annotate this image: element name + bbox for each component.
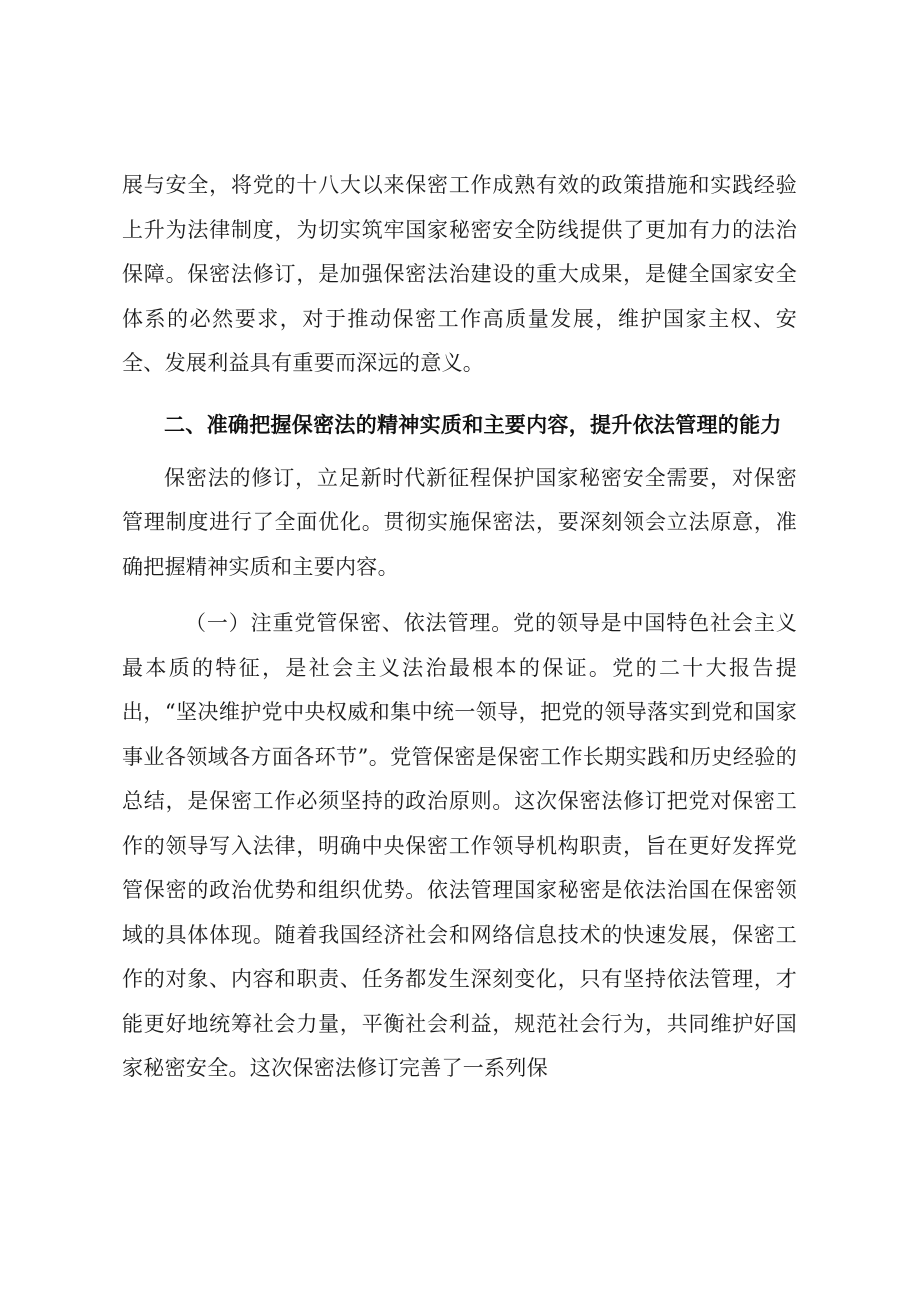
paragraph-subsection-1: （一）注重党管保密、依法管理。党的领导是中国特色社会主义最本质的特征，是社会主义法治最根本的保证。党的二十大报告提出，“坚决维护党中央权威和集中统一领导，把党的领导落实到党和国家事业各领域各方面各环节”。党管保密是保密工作长期实践和历史经验的总结，是保密工作必须坚持的政治原则。这次保密法修订把党对保密工作的领导写入法律，明确中央保密工作领导机构职责，旨在更好发挥党管保密的政治优势和组织优势。依法管理国家秘密是依法治国在保密领域的具体体现。随着我国经济社会和网络信息技术的快速发展，保密工作的对象、内容和职责、任务都发生深刻变化，只有坚持依法管理，才能更好地统筹社会力量，平衡社会利益，规范社会行为，共同维护好国家秘密安全。这次保密法修订完善了一系列保 bbox=[122, 611, 797, 1080]
document-body bbox=[122, 163, 797, 1091]
paragraph-intro: 保密法的修订，立足新时代新征程保护国家秘密安全需要，对保密管理制度进行了全面优化。贯彻实施保密法，要深刻领会立法原意，准确把握精神实质和主要内容。 bbox=[122, 465, 797, 579]
section-heading-2: 二、准确把握保密法的精神实质和主要内容，提升依法管理的能力 bbox=[164, 412, 782, 437]
paragraph-continuation: 展与安全，将党的十八大以来保密工作成熟有效的政策措施和实践经验上升为法律制度，为切实筑牢国家秘密安全防线提供了更加有力的法治保障。保密法修订，是加强保密法治建设的重大成果，是健全国家安全体系的必然要求，对于推动保密工作高质量发展，维护国家主权、安全、发展利益具有重要而深远的意义。 bbox=[122, 173, 797, 375]
